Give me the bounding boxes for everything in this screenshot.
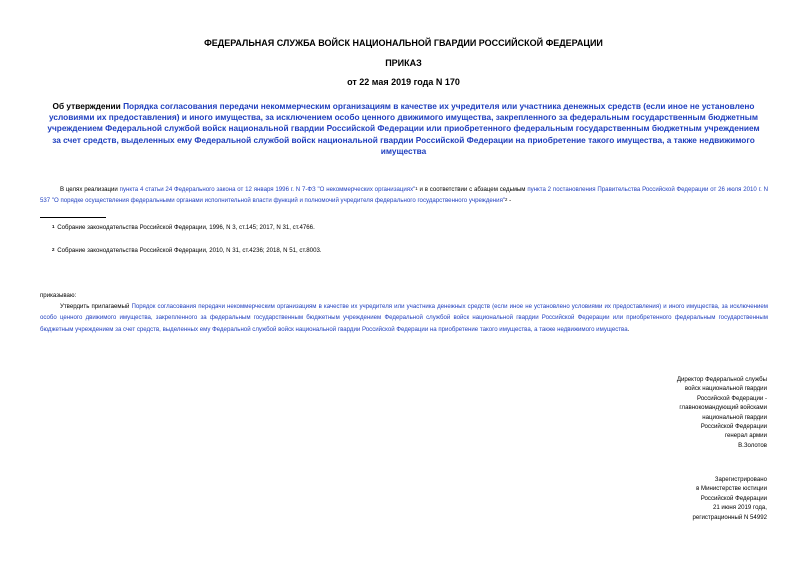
signature-line: национальной гвардии <box>702 413 767 421</box>
document-title <box>46 101 761 157</box>
registration-number: регистрационный N 54992 <box>692 513 767 521</box>
agency-heading: ФЕДЕРАЛЬНАЯ СЛУЖБА ВОЙСК НАЦИОНАЛЬНОЙ ГВАРДИИ РОССИЙСКОЙ ФЕДЕРАЦИИ <box>204 38 603 48</box>
signature-block <box>677 375 767 450</box>
registration-line: Зарегистрировано <box>714 476 767 483</box>
registration-line: в Министерстве юстиции <box>696 485 767 493</box>
signature-line: Российской Федерации <box>700 423 767 431</box>
registration-line: Российской Федерации <box>700 494 767 502</box>
footnote-separator <box>40 217 106 218</box>
footnote-mark-1: 1 <box>52 224 55 229</box>
intro-paragraph <box>40 184 768 207</box>
doc-type-heading: ПРИКАЗ <box>385 58 422 68</box>
footnote-2 <box>52 247 322 255</box>
signature-line: главнокомандующий войсками <box>679 404 767 412</box>
order-text-2: . <box>627 325 630 333</box>
title-prefix: Об утверждении <box>52 101 124 111</box>
footnote-ref-1[interactable]: 1 <box>415 186 418 191</box>
intro-text-1: В целях реализации <box>60 186 120 193</box>
law-link[interactable]: пункта 4 статьи 24 Федерального закона от 12 января 1996 г. N 7-ФЗ "О некоммерческих организациях" <box>119 186 416 193</box>
signature-line: генерал армии <box>724 432 767 440</box>
signature-line: Директор Федеральной службы <box>676 376 767 383</box>
footnote-text-2: Собрание законодательства Российской Федерации, 2010, N 31, ст.4236; 2018, N 51, ст.8003. <box>55 247 322 254</box>
resolution-link[interactable]: пункта 2 постановления Правительства Российской Федерации от 26 июля 2010 г. N 537 "О порядке осуществления федеральными органами исполнительной власти функций и полномочий учредителя федерального государственного учреждения" <box>40 186 768 205</box>
footnote-mark-2: 2 <box>52 247 55 252</box>
registration-line: 21 июня 2019 года, <box>712 504 767 512</box>
footnote-1 <box>52 224 315 232</box>
signatory-name: В.Золотов <box>738 441 767 449</box>
order-text-1: Утвердить прилагаемый <box>60 303 132 310</box>
date-number-heading: от 22 мая 2019 года N 170 <box>347 77 460 87</box>
footnote-ref-2[interactable]: 2 <box>505 197 508 203</box>
registration-block <box>692 475 767 522</box>
procedure-link[interactable]: Порядок согласования передачи некоммерческим организациям в качестве их учредителя или участника денежных средств (если иное не установлено условиями их предоставления) и иного имущества, за исключением особо ценного движимого имущества, закрепленного за федеральным государственным бюджетным учреждением Федеральной службой войск национальной гвардии Российской Федерации или приобретенного федеральным государственным бюджетным учреждением за счет средств, выделенных ему Федеральной службой войск национальной гвардии Российской Федерации на приобретение такого имущества, а также недвижимого имущества <box>40 303 768 333</box>
signature-line: Российской Федерации - <box>697 394 767 402</box>
intro-text-2: и в соответствии с абзацем седьмым <box>417 186 528 193</box>
footnote-text-1: Собрание законодательства Российской Федерации, 1996, N 3, ст.145; 2017, N 31, ст.4766. <box>55 224 315 231</box>
order-paragraph <box>40 301 768 335</box>
intro-text-3: - <box>507 197 512 205</box>
title-link[interactable]: Порядка согласования передачи некоммерческим организациям в качестве их учредителя или участника денежных средств (если иное не установлено условиями их предоставления) и иного имущества, за исключением особо ценного движимого имущества, закрепленного за федеральным государственным бюджетным учреждением Федеральной службой войск национальной гвардии Российской Федерации или приобретенного федеральным государственным бюджетным учреждением за счет средств, выделенных ему Федеральной службой войск национальной гвардии Российской Федерации на приобретение такого имущества, а также недвижимого имущества <box>47 101 760 156</box>
order-heading: приказываю: <box>40 292 77 299</box>
signature-line: войск национальной гвардии <box>684 385 767 393</box>
